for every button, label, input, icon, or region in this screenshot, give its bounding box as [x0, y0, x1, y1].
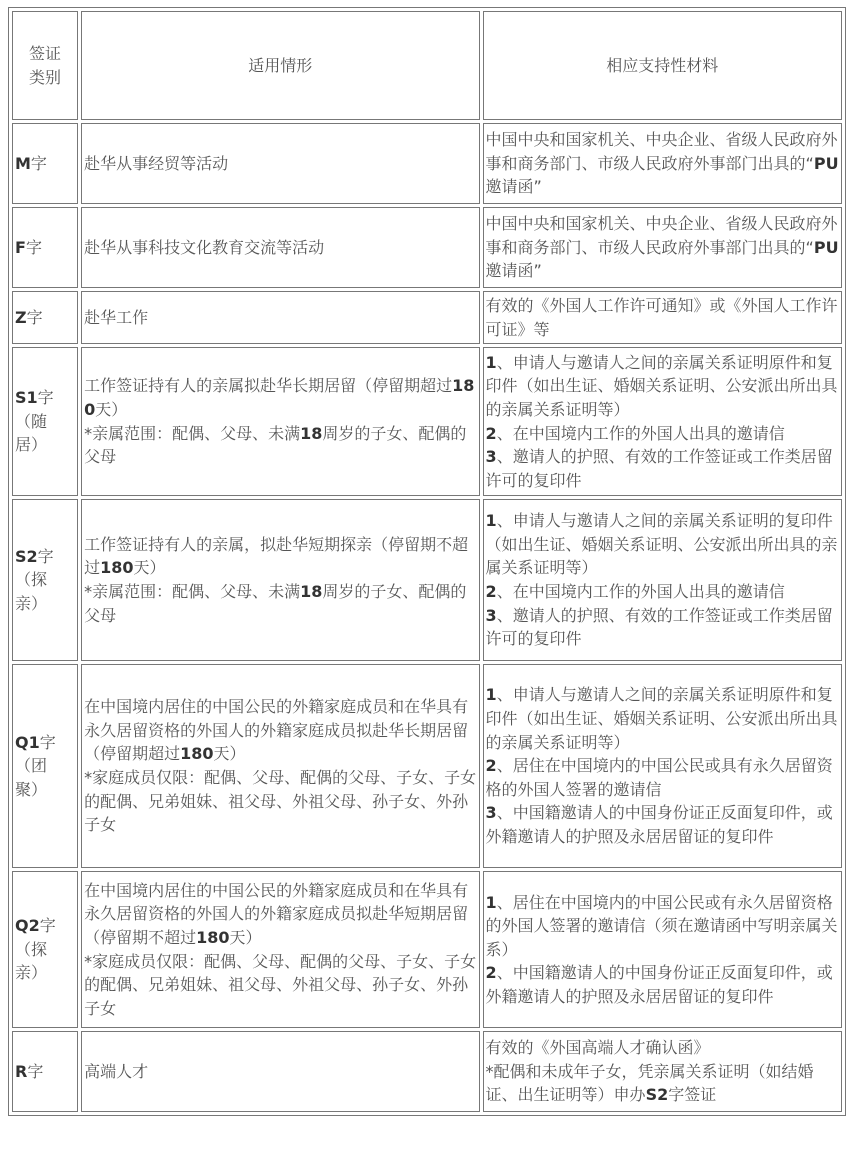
- visa-category-table: [8, 7, 846, 1116]
- material-item: 1、申请人与邀请人之间的亲属关系证明原件和复印件（如出生证、婚姻关系证明、公安派出所出具的亲属关系证明等）: [485, 685, 838, 752]
- situation-cell: [81, 123, 479, 204]
- material-item: 1、居住在中国境内的中国公民或有永久居留资格的外国人签署的邀请信（须在邀请函中写明亲属关系）: [485, 892, 838, 959]
- header-type: [12, 11, 78, 120]
- materials-cell: [483, 871, 842, 1028]
- visa-subtitle: （随居）: [15, 411, 48, 455]
- material-item: 2、在中国境内工作的外国人出具的邀请信: [485, 582, 785, 601]
- situation-note: *亲属范围：配偶、父母、未满18周岁的子女、配偶的父母: [84, 423, 467, 467]
- situation-text: 赴华从事经贸等活动: [84, 153, 229, 173]
- visa-type-cell: [12, 664, 78, 868]
- materials-cell: [483, 499, 842, 661]
- material-item: 有效的《外国人工作许可通知》或《外国人工作许可证》等: [485, 295, 838, 339]
- situation-text: 赴华工作: [84, 307, 149, 327]
- materials-cell: [483, 664, 842, 868]
- visa-subtitle: （探亲）: [15, 570, 48, 613]
- situation-cell: [81, 1031, 479, 1112]
- material-item: 中国中央和国家机关、中央企业、省级人民政府外事和商务部门、市级人民政府外事部门出具的“PU邀请函”: [485, 130, 839, 197]
- material-item: 中国中央和国家机关、中央企业、省级人民政府外事和商务部门、市级人民政府外事部门出具的“PU邀请函”: [485, 214, 839, 281]
- visa-type-cell: [12, 1031, 78, 1112]
- visa-suffix: 字: [26, 307, 43, 327]
- situation-cell: [81, 207, 479, 288]
- visa-type-cell: [12, 347, 78, 496]
- situation-text: 工作签证持有人的亲属，拟赴华短期探亲（停留期不超过180天）: [84, 534, 469, 578]
- table-row: [12, 291, 842, 344]
- materials-cell: [483, 207, 842, 288]
- visa-type-cell: [12, 123, 78, 204]
- visa-code: Q2: [15, 916, 40, 936]
- table-row: [12, 347, 842, 496]
- situation-note: *家庭成员仅限：配偶、父母、配偶的父母、子女、子女的配偶、兄弟姐妹、祖父母、外祖父母、孙子女、外孙子女: [84, 951, 477, 1018]
- visa-suffix: 字: [39, 916, 56, 936]
- material-item: 2、在中国境内工作的外国人出具的邀请信: [485, 423, 785, 443]
- situation-text: 赴华从事科技文化教育交流等活动: [84, 237, 325, 257]
- visa-type-cell: [12, 871, 78, 1028]
- visa-code: Z: [15, 307, 27, 327]
- materials-cell: [483, 347, 842, 496]
- situation-text: 在中国境内居住的中国公民的外籍家庭成员和在华具有永久居留资格的外国人的外籍家庭成员拟赴华长期居留（停留期超过180天）: [84, 697, 469, 764]
- material-item: 2、中国籍邀请人的中国身份证正反面复印件，或外籍邀请人的护照及永居居留证的复印件: [485, 963, 833, 1006]
- material-item: 2、居住在中国境内的中国公民或具有永久居留资格的外国人签署的邀请信: [485, 756, 833, 799]
- visa-code: R: [15, 1061, 28, 1081]
- situation-text: 在中国境内居住的中国公民的外籍家庭成员和在华具有永久居留资格的外国人的外籍家庭成员拟赴华短期居留（停留期不超过180天）: [84, 880, 469, 947]
- visa-suffix: 字: [37, 388, 54, 408]
- material-item: 3、邀请人的护照、有效的工作签证或工作类居留许可的复印件: [485, 605, 833, 649]
- visa-code: S2: [15, 546, 38, 566]
- situation-note: *亲属范围：配偶、父母、未满18周岁的子女、配偶的父母: [84, 582, 467, 625]
- situation-cell: [81, 664, 479, 868]
- visa-type-cell: [12, 291, 78, 344]
- table-row: [12, 1031, 842, 1112]
- visa-subtitle: （团聚）: [15, 756, 48, 799]
- visa-code: Q1: [15, 732, 40, 752]
- table-row: [12, 123, 842, 204]
- visa-code: F: [15, 237, 26, 257]
- material-item: 3、邀请人的护照、有效的工作签证或工作类居留许可的复印件: [485, 447, 833, 490]
- header-row: [12, 11, 842, 120]
- material-item: 1、申请人与邀请人之间的亲属关系证明原件和复印件（如出生证、婚姻关系证明、公安派出所出具的亲属关系证明等）: [485, 352, 838, 419]
- situation-cell: [81, 871, 479, 1028]
- header-materials: 相应支持性材料: [483, 11, 842, 120]
- situation-note: *家庭成员仅限：配偶、父母、配偶的父母、子女、子女的配偶、兄弟姐妹、祖父母、外祖父母、孙子女、外孙子女: [84, 768, 477, 835]
- visa-suffix: 字: [27, 1061, 44, 1081]
- header-situation: 适用情形: [81, 11, 479, 120]
- table-row: [12, 871, 842, 1028]
- materials-cell: [483, 291, 842, 344]
- visa-suffix: 字: [39, 732, 56, 752]
- table-row: [12, 499, 842, 661]
- table-row: [12, 207, 842, 288]
- visa-type-cell: [12, 499, 78, 661]
- materials-cell: [483, 123, 842, 204]
- visa-subtitle: （探亲）: [15, 939, 48, 983]
- situation-text: 高端人才: [84, 1061, 149, 1081]
- visa-type-cell: [12, 207, 78, 288]
- situation-cell: [81, 499, 479, 661]
- material-item: 3、中国籍邀请人的中国身份证正反面复印件，或外籍邀请人的护照及永居居留证的复印件: [485, 803, 833, 846]
- header-type-text: 签证类别: [29, 43, 62, 87]
- visa-code: M: [15, 153, 31, 173]
- situation-cell: [81, 291, 479, 344]
- material-item: *配偶和未成年子女，凭亲属关系证明（如结婚证、出生证明等）申办S2字签证: [485, 1061, 814, 1105]
- visa-suffix: 字: [25, 237, 42, 257]
- situation-cell: [81, 347, 479, 496]
- material-item: 有效的《外国高端人才确认函》: [485, 1038, 710, 1058]
- visa-suffix: 字: [30, 153, 47, 173]
- visa-code: S1: [15, 388, 38, 408]
- material-item: 1、申请人与邀请人之间的亲属关系证明的复印件（如出生证、婚姻关系证明、公安派出所出具的亲属关系证明等）: [485, 511, 838, 578]
- situation-text: 工作签证持有人的亲属拟赴华长期居留（停留期超过180天）: [84, 376, 475, 419]
- visa-suffix: 字: [37, 546, 54, 566]
- materials-cell: [483, 1031, 842, 1112]
- table-row: [12, 664, 842, 868]
